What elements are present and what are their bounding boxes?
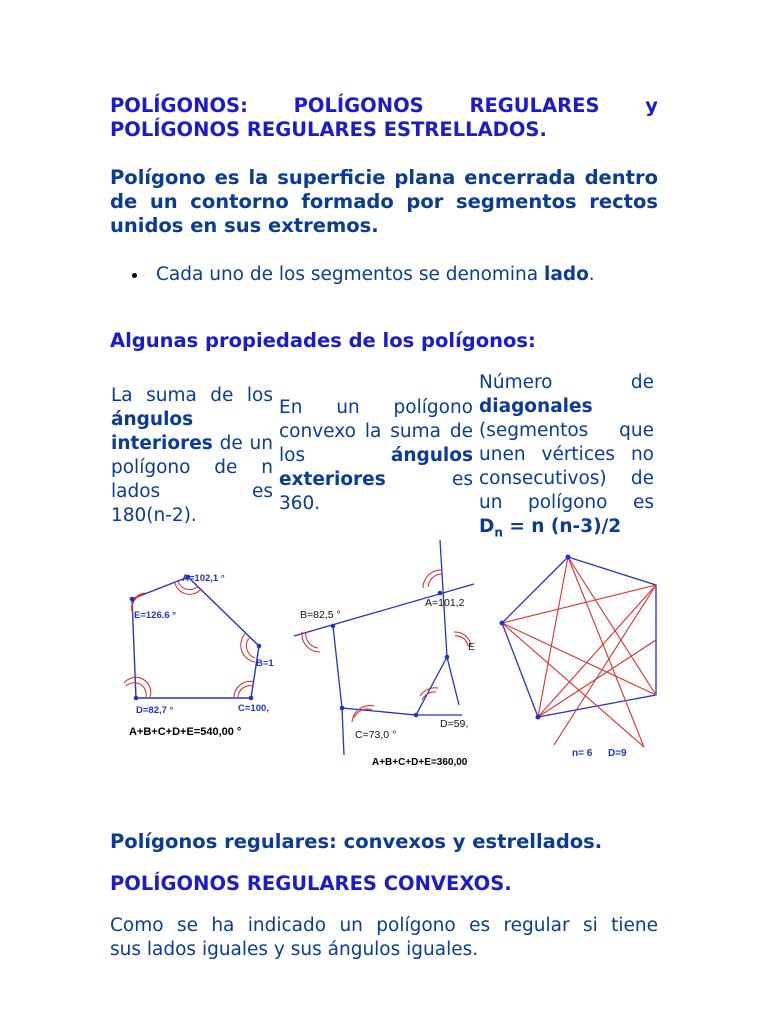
- diagonals-text: Número de diagonales (segmentos que unen vértices no consecutivos) de un polígono es $D_n = n$ (n-3)/2: [479, 371, 654, 545]
- title-word: REGULARES: [469, 94, 600, 117]
- regular-def-line-2: sus lados iguales y sus ángulos iguales.: [110, 939, 479, 960]
- diagonal-line: [502, 585, 656, 623]
- regular-def-line-1: Como se ha indicado un polígono es regular si tiene: [110, 915, 658, 936]
- vertex-point: [536, 715, 541, 720]
- angle-arc: [175, 583, 201, 594]
- interior-bold: ángulos interiores: [111, 409, 213, 454]
- exterior-bold: ángulos exteriores: [279, 445, 473, 490]
- angle-label: D=82,7 °: [136, 705, 174, 716]
- vertex-point: [500, 621, 505, 626]
- angle-arc: [132, 595, 143, 611]
- angle-arc: [428, 574, 442, 587]
- angle-arc: [352, 706, 374, 722]
- n-label: n= 6: [572, 748, 593, 759]
- vertex-point: [134, 696, 139, 701]
- diagonal-line: [538, 557, 568, 717]
- vertex-point: [257, 644, 262, 649]
- angle-label: C=100,: [238, 703, 269, 714]
- angle-label: E=126.6 °: [134, 610, 177, 621]
- angle-label: D=59,: [440, 718, 469, 730]
- title-word: y: [645, 94, 658, 117]
- angle-arc: [124, 677, 151, 697]
- exterior-angles-text: En un polígono convexo la suma de los ángulos exteriores es 360.: [279, 397, 473, 514]
- diagonals-figure: [494, 545, 656, 760]
- vertex-point: [414, 713, 419, 718]
- pentagon-outline: [132, 577, 259, 698]
- angle-label: C=73,0 °: [355, 729, 397, 741]
- angle-label: B=1: [256, 658, 274, 669]
- diagonals-formula: $D_n = n$ (n-3)/2: [479, 516, 622, 540]
- polygon-definition: Polígono es la superficie plana encerrada dentro de un contorno formado por segmentos rectos unidos en sus extremos.: [110, 166, 658, 237]
- interior-angles-figure: [112, 560, 282, 750]
- vertex-point: [249, 696, 254, 701]
- diagonals-bold: diagonales: [479, 396, 593, 417]
- angle-arc: [302, 632, 320, 652]
- diagonal-line: [568, 557, 644, 747]
- extended-side: [447, 657, 459, 705]
- diagonal-line: [502, 623, 644, 747]
- angle-label: B=82,5 °: [300, 609, 341, 621]
- regular-definition: [110, 914, 658, 962]
- diagonal-line: [554, 585, 656, 745]
- bullet-dot: [132, 273, 137, 278]
- title-word: POLÍGONOS:: [110, 94, 248, 117]
- vertex-point: [438, 591, 443, 596]
- regular-polygons-heading: Polígonos regulares: convexos y estrellados.: [110, 830, 603, 853]
- vertex-point: [566, 555, 571, 560]
- vertex-point: [130, 597, 135, 602]
- d-label: D=9: [608, 748, 627, 759]
- exterior-sum-label: A+B+C+D+E=360,00: [372, 757, 468, 768]
- vertex-point: [445, 655, 450, 660]
- vertex-point: [340, 706, 345, 711]
- angle-arc: [306, 632, 318, 648]
- title-word: POLÍGONOS: [293, 94, 424, 117]
- convex-regular-heading: POLÍGONOS REGULARES CONVEXOS.: [110, 872, 512, 895]
- angle-arc: [423, 570, 441, 588]
- interior-formula: 180(n-2).: [111, 505, 197, 526]
- angle-label: A=101,2: [425, 597, 465, 609]
- polygon-outline: [333, 626, 447, 715]
- interior-angles-text: La suma de los ángulos interiores de un polígono de n lados es 180(n-2).: [111, 385, 273, 526]
- interior-sum-label: A+B+C+D+E=540,00 °: [129, 726, 242, 738]
- hexagon-outline: [502, 557, 656, 717]
- page-title: [110, 94, 658, 142]
- exterior-value: 360.: [279, 493, 321, 514]
- vertex-point: [331, 624, 336, 629]
- angle-label: A=102,1 °: [182, 573, 225, 584]
- properties-heading: Algunas propiedades de los polígonos:: [110, 329, 536, 352]
- angle-arc: [241, 634, 255, 662]
- bullet-bold-word: lado: [544, 264, 589, 285]
- exterior-angles-figure: [292, 540, 474, 770]
- angle-arc: [455, 636, 468, 646]
- bullet-text: Cada uno de los segmentos se denomina lado.: [156, 264, 595, 285]
- angle-label: E: [468, 641, 476, 653]
- title-line-2: POLÍGONOS REGULARES ESTRELLADOS.: [110, 118, 547, 141]
- extended-side: [342, 708, 344, 755]
